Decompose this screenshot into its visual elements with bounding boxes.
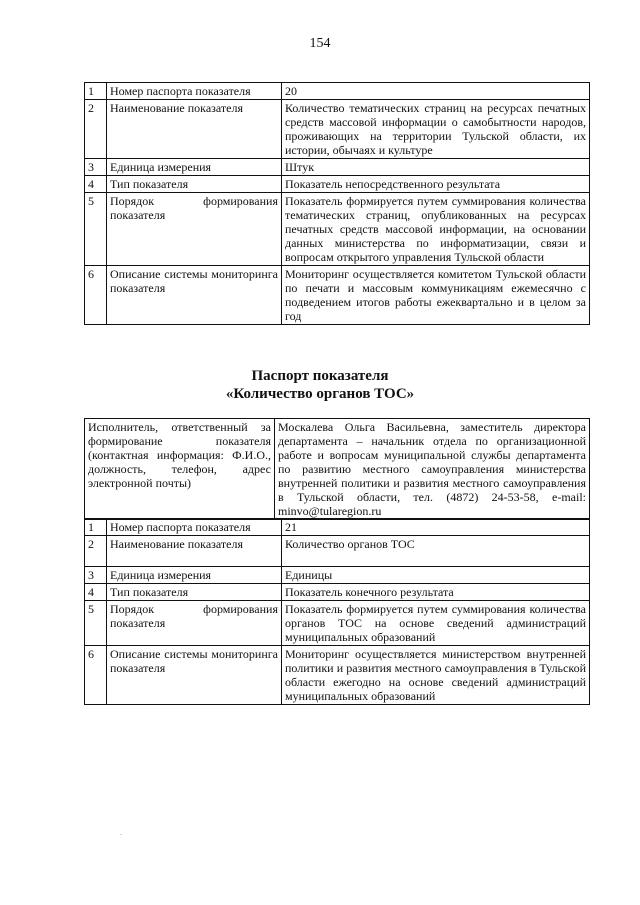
table-row bbox=[85, 601, 590, 646]
row-value: 20 bbox=[282, 83, 590, 100]
row-value: Количество тематических страниц на ресурсах печатных средств массовой информации о самобытности народов, проживающих на территории Тульской области, их истории, обычаях и культуре bbox=[282, 100, 590, 159]
row-value: Показатель формируется путем суммирования количества тематических страниц, опубликованных на ресурсах печатных средств массовой информации, на основании данных министерства по информатизации, связи и вопросам открытого управления Тульской области bbox=[282, 193, 590, 266]
table-row bbox=[85, 646, 590, 705]
row-label: Единица измерения bbox=[107, 159, 282, 176]
table-row bbox=[85, 419, 590, 520]
row-label: Наименование показателя bbox=[107, 536, 282, 567]
table-row bbox=[85, 193, 590, 266]
row-number: 1 bbox=[85, 519, 107, 536]
row-value: Единицы bbox=[282, 567, 590, 584]
passport-table-20 bbox=[84, 82, 590, 325]
table-row bbox=[85, 100, 590, 159]
row-number: 4 bbox=[85, 176, 107, 193]
row-label: Описание системы мониторинга показателя bbox=[107, 646, 282, 705]
row-value: Мониторинг осуществляется министерством внутренней политики и развития местного самоуправления в Тульской области ежегодно на основе сведений администраций муниципальных образований bbox=[282, 646, 590, 705]
table-row bbox=[85, 519, 590, 536]
row-label: Тип показателя bbox=[107, 584, 282, 601]
row-label: Порядок формирования показателя bbox=[107, 193, 282, 266]
row-number: 6 bbox=[85, 646, 107, 705]
row-label: Номер паспорта показателя bbox=[107, 83, 282, 100]
passport-subtitle: «Количество органов ТОС» bbox=[225, 386, 415, 402]
table-row bbox=[85, 266, 590, 325]
row-value: Показатель формируется путем суммирования количества органов ТОС на основе сведений администраций муниципальных образований bbox=[282, 601, 590, 646]
row-number: 2 bbox=[85, 536, 107, 567]
row-number: 2 bbox=[85, 100, 107, 159]
table-row bbox=[85, 83, 590, 100]
row-label: Описание системы мониторинга показателя bbox=[107, 266, 282, 325]
row-label: Порядок формирования показателя bbox=[107, 601, 282, 646]
executor-table bbox=[84, 418, 590, 520]
row-number: 5 bbox=[85, 193, 107, 266]
row-value: 21 bbox=[282, 519, 590, 536]
executor-value: Москалева Ольга Васильевна, заместитель директора департамента – начальник отдела по организационной работе и вопросам муниципальной службы департамента по развитию местного самоуправления министерства внутренней политики и развития местного самоуправления в Тульской области, тел. (4872) 24-53-58, e-mail: minvo@tularegion.ru bbox=[275, 419, 590, 520]
table-row bbox=[85, 584, 590, 601]
row-number: 5 bbox=[85, 601, 107, 646]
row-label: Наименование показателя bbox=[107, 100, 282, 159]
page-number: 154 bbox=[309, 36, 331, 51]
row-label: Номер паспорта показателя bbox=[107, 519, 282, 536]
row-label: Тип показателя bbox=[107, 176, 282, 193]
table-row bbox=[85, 159, 590, 176]
row-value: Штук bbox=[282, 159, 590, 176]
row-number: 1 bbox=[85, 83, 107, 100]
passport-title: Паспорт показателя bbox=[251, 368, 389, 384]
row-number: 6 bbox=[85, 266, 107, 325]
passport-table-21 bbox=[84, 518, 590, 705]
table-row bbox=[85, 536, 590, 567]
executor-label: Исполнитель, ответственный за формирование показателя (контактная информация: Ф.И.О., должность, телефон, адрес электронной почты) bbox=[85, 419, 275, 520]
row-number: 4 bbox=[85, 584, 107, 601]
table-row bbox=[85, 567, 590, 584]
row-value: Количество органов ТОС bbox=[282, 536, 590, 567]
row-number: 3 bbox=[85, 567, 107, 584]
table-row bbox=[85, 176, 590, 193]
row-value: Мониторинг осуществляется комитетом Тульской области по печати и массовым коммуникациям ежемесячно с подведением итогов работы ежеквартально и в целом за год bbox=[282, 266, 590, 325]
row-number: 3 bbox=[85, 159, 107, 176]
row-value: Показатель конечного результата bbox=[282, 584, 590, 601]
row-value: Показатель непосредственного результата bbox=[282, 176, 590, 193]
scan-mark: . bbox=[120, 828, 122, 837]
row-label: Единица измерения bbox=[107, 567, 282, 584]
